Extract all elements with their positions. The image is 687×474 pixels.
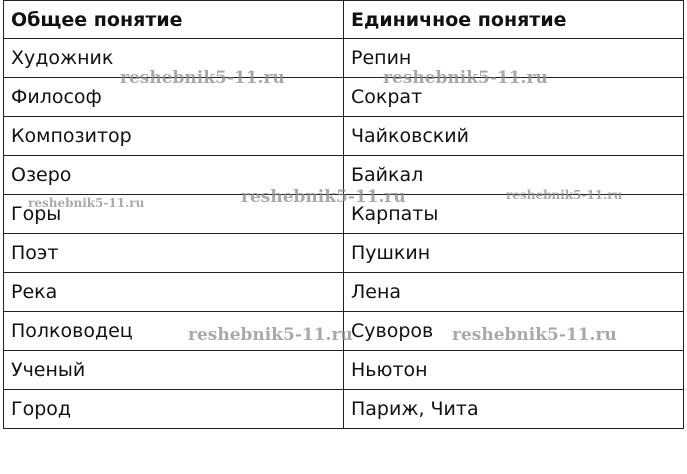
table-row <box>4 78 684 117</box>
single-concept-cell: Париж, Чита <box>344 390 684 429</box>
general-concept-cell: Город <box>4 390 344 429</box>
general-concept-cell: Ученый <box>4 351 344 390</box>
concepts-table <box>3 0 684 429</box>
table-header-row <box>4 1 684 39</box>
table-row <box>4 312 684 351</box>
single-concept-cell: Чайковский <box>344 117 684 156</box>
table-row <box>4 195 684 234</box>
table-row <box>4 156 684 195</box>
general-concept-cell: Озеро <box>4 156 344 195</box>
single-concept-cell: Суворов <box>344 312 684 351</box>
single-concept-cell: Репин <box>344 39 684 78</box>
general-concept-cell: Полководец <box>4 312 344 351</box>
general-concept-cell: Горы <box>4 195 344 234</box>
header-single-concept: Единичное понятие <box>344 1 684 39</box>
watermark-text: reshebnik5-11.ru <box>506 188 623 202</box>
general-concept-cell: Поэт <box>4 234 344 273</box>
single-concept-cell: Ньютон <box>344 351 684 390</box>
single-concept-cell: Лена <box>344 273 684 312</box>
watermark-text: reshebnik5-11.ru <box>452 325 617 345</box>
general-concept-cell: Композитор <box>4 117 344 156</box>
table-row <box>4 390 684 429</box>
table-row <box>4 234 684 273</box>
single-concept-cell: Сократ <box>344 78 684 117</box>
watermark-text: reshebnik5-11.ru <box>188 325 353 345</box>
concepts-table-wrapper <box>3 0 683 429</box>
header-general-concept: Общее понятие <box>4 1 344 39</box>
general-concept-cell: Философ <box>4 78 344 117</box>
table-row <box>4 39 684 78</box>
watermark-text: reshebnik5-11.ru <box>383 68 548 88</box>
general-concept-cell: Художник <box>4 39 344 78</box>
watermark-text: reshebnik5-11.ru <box>120 68 285 88</box>
table-row <box>4 273 684 312</box>
watermark-text: reshebnik5-11.ru <box>28 196 145 210</box>
single-concept-cell: Карпаты <box>344 195 684 234</box>
general-concept-cell: Река <box>4 273 344 312</box>
table-row <box>4 351 684 390</box>
table-row <box>4 117 684 156</box>
single-concept-cell: Байкал <box>344 156 684 195</box>
single-concept-cell: Пушкин <box>344 234 684 273</box>
watermark-text: reshebnik5-11.ru <box>241 187 406 207</box>
